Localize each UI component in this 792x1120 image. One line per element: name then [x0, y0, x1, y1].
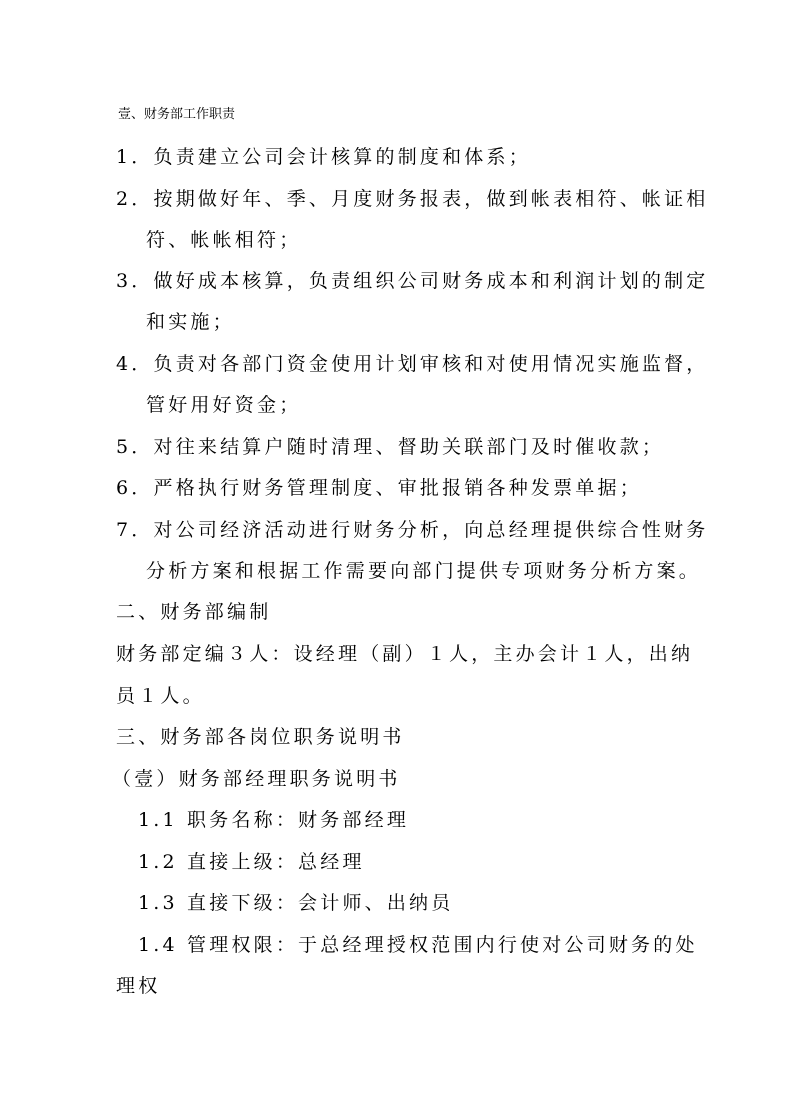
duty-7-continuation: 分析方案和根据工作需要向部门提供专项财务分析方案。 — [146, 560, 702, 582]
duty-text: 严格执行财务管理制度、审批报销各种发票单据； — [153, 477, 642, 499]
duty-2 — [116, 186, 709, 212]
duty-number: 4． — [116, 353, 154, 375]
section1-heading: 壹、财务部工作职责 — [118, 107, 236, 122]
duty-text: 对往来结算户随时清理、督助关联部门及时催收款； — [153, 436, 665, 458]
item-direct-superior: 1.2 直接上级：总经理 — [138, 851, 365, 873]
duty-number: 5． — [116, 436, 154, 458]
duty-3-continuation: 和实施； — [146, 311, 235, 333]
duty-text: 按期做好年、季、月度财务报表，做到帐表相符、帐证相 — [153, 188, 709, 210]
section2-body-line-1: 财务部定编３人：设经理（副）１人，主办会计１人，出纳 — [116, 643, 694, 665]
job-description-subtitle: （壹）财务部经理职务说明书 — [112, 768, 401, 790]
duty-number: 7． — [116, 519, 154, 541]
duty-text: 负责对各部门资金使用计划审核和对使用情况实施监督， — [153, 353, 709, 375]
duty-text: 做好成本核算，负责组织公司财务成本和利润计划的制定 — [153, 270, 709, 292]
duty-3 — [116, 268, 709, 294]
duty-number: 2． — [116, 188, 154, 210]
duty-number: 3． — [116, 270, 154, 292]
item-job-title: 1.1 职务名称：财务部经理 — [138, 809, 410, 831]
duty-text: 对公司经济活动进行财务分析，向总经理提供综合性财务 — [153, 519, 709, 541]
duty-number: 6． — [116, 477, 154, 499]
item-management-authority: 1.4 管理权限：于总经理授权范围内行使对公司财务的处 — [138, 934, 698, 956]
duty-1 — [116, 144, 531, 170]
duty-5 — [116, 434, 664, 460]
item-direct-subordinates: 1.3 直接下级：会计师、出纳员 — [138, 892, 454, 914]
duty-4-continuation: 管好用好资金； — [146, 394, 302, 416]
duty-number: 1． — [116, 146, 154, 168]
duty-7 — [116, 517, 709, 543]
section2-body-line-2: 员１人。 — [116, 685, 205, 707]
duty-text: 负责建立公司会计核算的制度和体系； — [153, 146, 531, 168]
item-management-authority-continuation: 理权 — [116, 975, 161, 997]
duty-4 — [116, 351, 709, 377]
duty-2-continuation: 符、帐帐相符； — [146, 229, 302, 251]
section2-title: 二、财务部编制 — [116, 601, 272, 623]
duty-6 — [116, 475, 642, 501]
section3-title: 三、财务部各岗位职务说明书 — [116, 726, 405, 748]
